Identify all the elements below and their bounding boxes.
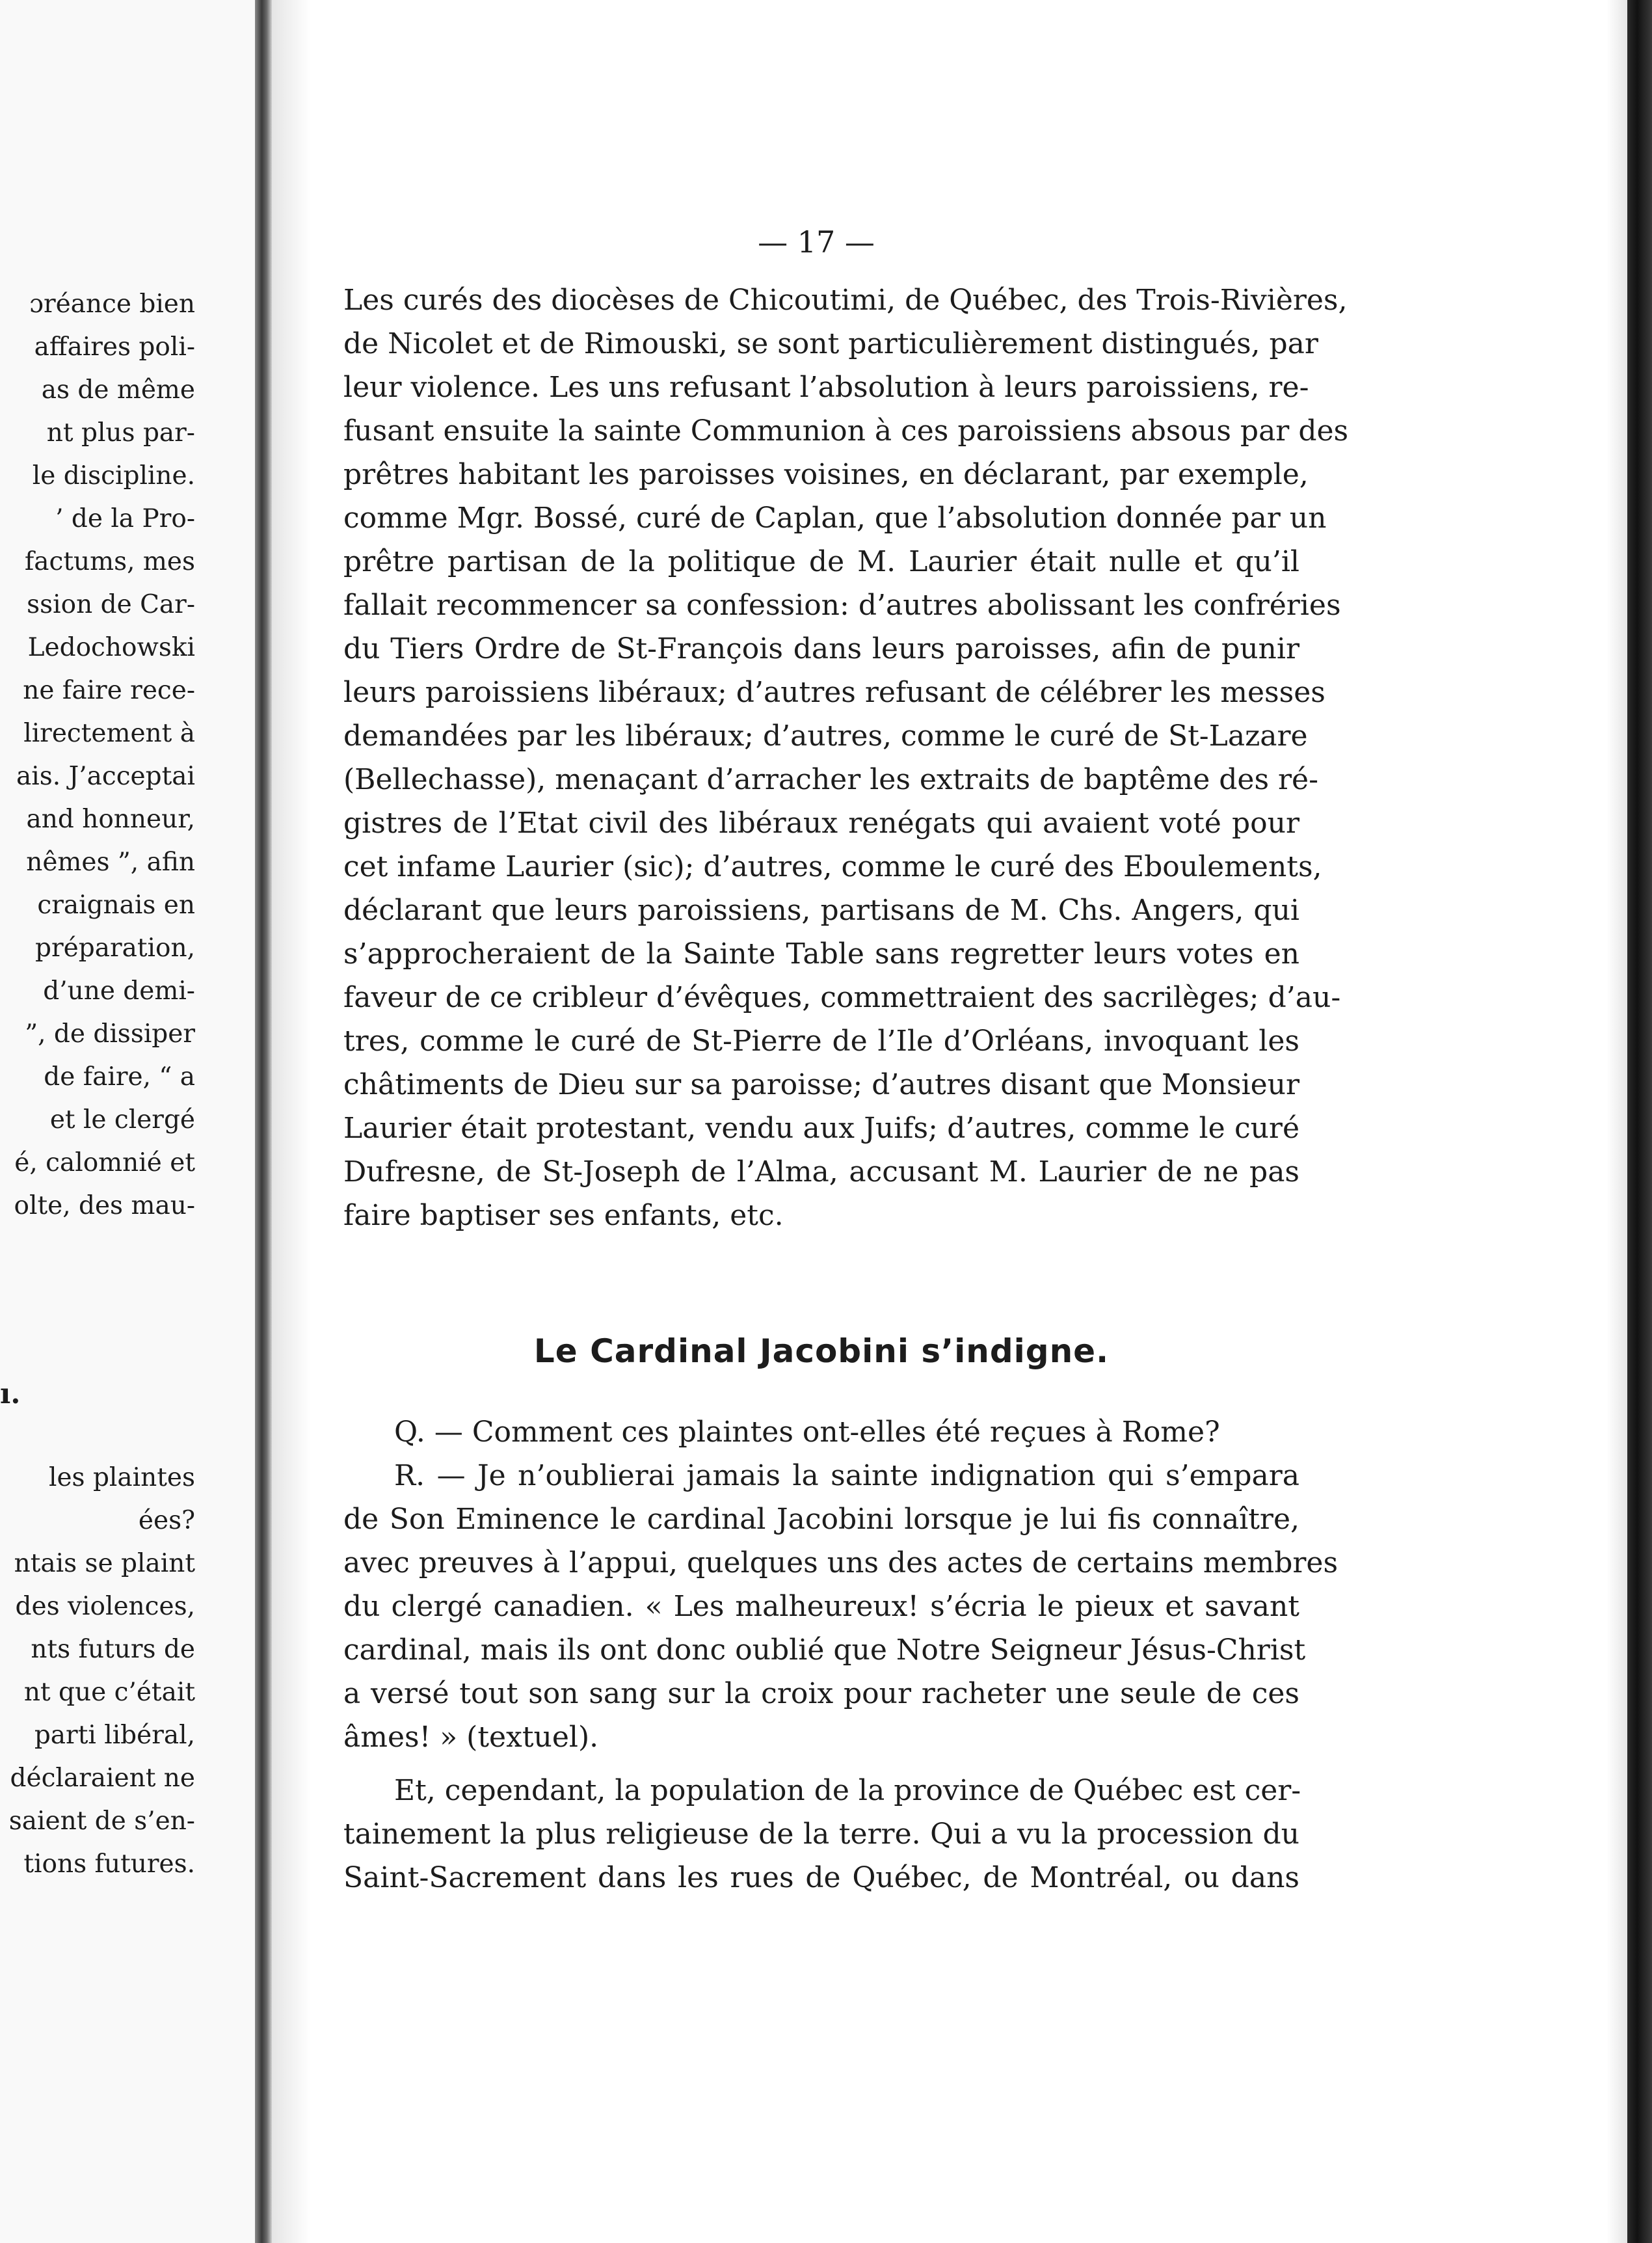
left-page-line: ”, de dissiper	[25, 1019, 195, 1049]
paragraph-line: Laurier était protestant, vendu aux Juifs; d’autres, comme le curé	[343, 1112, 1299, 1145]
left-page-line: préparation,	[35, 933, 195, 963]
left-page-line: é, calomnié et	[14, 1148, 195, 1177]
answer-line: du clergé canadien. « Les malheureux! s’écria le pieux et savant	[343, 1590, 1299, 1623]
paragraph-line: leurs paroissiens libéraux; d’autres refusant de célébrer les messes	[343, 676, 1326, 709]
left-page-line: des violences,	[15, 1592, 195, 1621]
paragraph-line: cet infame Laurier (sic); d’autres, comme le curé des Eboulements,	[343, 850, 1322, 883]
section-heading: Le Cardinal Jacobini s’indigne.	[533, 1332, 1110, 1370]
paragraph-line: prêtre partisan de la politique de M. Laurier était nulle et qu’il	[343, 545, 1299, 578]
right-page-edge	[1627, 0, 1652, 2243]
left-page-line: as de même	[41, 375, 195, 405]
left-page-line: ées?	[138, 1506, 195, 1535]
left-page-line: ssion de Car-	[27, 590, 195, 619]
left-page-line: parti libéral,	[34, 1721, 195, 1750]
paragraph-line: prêtres habitant les paroisses voisines, en déclarant, par exemple,	[343, 458, 1309, 491]
final-paragraph-line: Et, cependant, la population de la province de Québec est cer-	[394, 1774, 1301, 1807]
left-page-line: craignais en	[37, 891, 195, 920]
paragraph-line: (Bellechasse), menaçant d’arracher les extraits de baptême des ré-	[343, 763, 1318, 796]
paragraph-line: fusant ensuite la sainte Communion à ces paroissiens absous par des	[343, 414, 1349, 448]
left-page-line: ne faire rece-	[23, 676, 195, 705]
book-gutter	[255, 0, 272, 2243]
paragraph-line: Dufresne, de St-Joseph de l’Alma, accusant M. Laurier de ne pas	[343, 1155, 1299, 1189]
paragraph-line: du Tiers Ordre de St-François dans leurs paroisses, afin de punir	[343, 632, 1299, 665]
left-page-line: ais. J’acceptai	[16, 762, 195, 791]
paragraph-line: fallait recommencer sa confession: d’autres abolissant les confréries	[343, 589, 1341, 622]
left-page-heading-fragment: ı.	[0, 1378, 21, 1410]
left-page-line: déclaraient ne	[10, 1764, 195, 1793]
left-page-line: and honneur,	[26, 805, 195, 834]
left-page-line: factums, mes	[24, 547, 195, 576]
paragraph-line: Les curés des diocèses de Chicoutimi, de Québec, des Trois-Rivières,	[343, 284, 1348, 317]
left-page-line: de faire, “ a	[44, 1062, 195, 1092]
left-page-line: lirectement à	[23, 719, 195, 748]
paragraph-line: tres, comme le curé de St-Pierre de l’Ile d’Orléans, invoquant les	[343, 1025, 1299, 1058]
left-page-line: ’ de la Pro-	[55, 504, 195, 533]
paragraph-line: faveur de ce cribleur d’évêques, commettraient des sacrilèges; d’au-	[343, 981, 1341, 1014]
question-line: Q. — Comment ces plaintes ont-elles été reçues à Rome?	[394, 1416, 1220, 1449]
left-page-line: les plaintes	[48, 1463, 195, 1492]
final-paragraph-line: tainement la plus religieuse de la terre. Qui a vu la procession du	[343, 1818, 1299, 1851]
paragraph-line: leur violence. Les uns refusant l’absolution à leurs paroissiens, re-	[343, 371, 1309, 404]
left-facing-page	[0, 0, 257, 2243]
paragraph-line: déclarant que leurs paroissiens, partisans de M. Chs. Angers, qui	[343, 894, 1299, 927]
left-page-line: et le clergé	[49, 1105, 195, 1135]
answer-line: cardinal, mais ils ont donc oublié que Notre Seigneur Jésus-Christ	[343, 1633, 1306, 1667]
left-page-line: tions futures.	[23, 1849, 195, 1879]
answer-line: âmes! » (textuel).	[343, 1721, 599, 1754]
paragraph-line: châtiments de Dieu sur sa paroisse; d’autres disant que Monsieur	[343, 1068, 1299, 1101]
answer-line: de Son Eminence le cardinal Jacobini lorsque je lui fis connaître,	[343, 1503, 1299, 1536]
left-page-line: affaires poli-	[34, 332, 195, 362]
paragraph-line: comme Mgr. Bossé, curé de Caplan, que l’absolution donnée par un	[343, 502, 1327, 535]
answer-line: a versé tout son sang sur la croix pour racheter une seule de ces	[343, 1677, 1299, 1710]
page-number: — 17 —	[758, 224, 875, 260]
left-page-line: nt que c’était	[23, 1678, 195, 1707]
left-page-line: ntais se plaint	[14, 1549, 195, 1578]
left-page-line: saient de s’en-	[8, 1806, 195, 1836]
final-paragraph-line: Saint-Sacrement dans les rues de Québec, de Montréal, ou dans	[343, 1861, 1299, 1894]
left-page-line: ɔréance bien	[29, 289, 195, 319]
right-edge-shadow	[1606, 0, 1627, 2243]
paragraph-line: faire baptiser ses enfants, etc.	[343, 1199, 784, 1232]
paragraph-line: demandées par les libéraux; d’autres, comme le curé de St-Lazare	[343, 719, 1308, 753]
left-page-line: Ledochowski	[27, 633, 195, 662]
left-page-line: olte, des mau-	[14, 1191, 195, 1220]
paragraph-line: de Nicolet et de Rimouski, se sont particulièrement distingués, par	[343, 327, 1318, 360]
left-page-line: nts futurs de	[31, 1635, 195, 1664]
left-page-line: d’une demi-	[43, 976, 195, 1006]
gutter-shadow	[272, 0, 311, 2243]
answer-line: avec preuves à l’appui, quelques uns des actes de certains membres	[343, 1546, 1339, 1579]
paragraph-line: gistres de l’Etat civil des libéraux renégats qui avaient voté pour	[343, 807, 1299, 840]
left-page-line: nêmes ”, afin	[26, 848, 195, 877]
left-page-line: le discipline.	[32, 461, 195, 490]
left-page-line: nt plus par-	[46, 418, 195, 448]
answer-line: R. — Je n’oublierai jamais la sainte indignation qui s’empara	[394, 1459, 1299, 1492]
paragraph-line: s’approcheraient de la Sainte Table sans regretter leurs votes en	[343, 937, 1299, 971]
